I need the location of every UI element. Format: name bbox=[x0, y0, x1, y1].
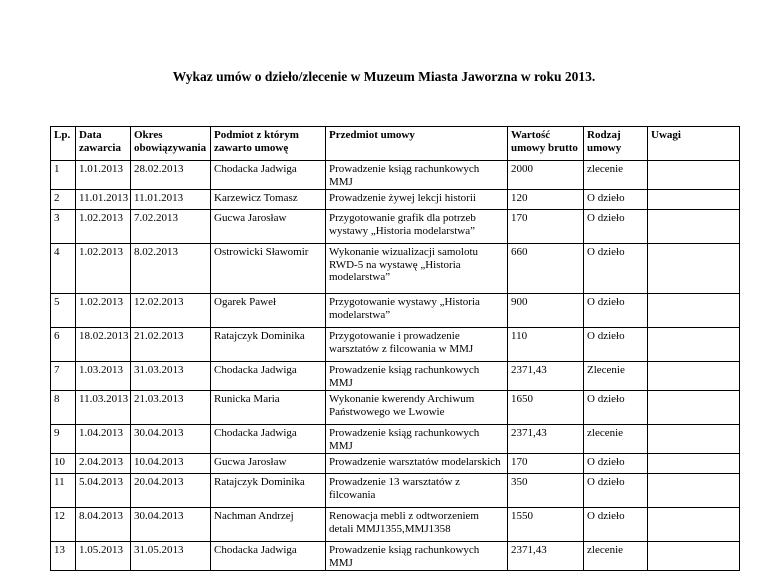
cell-lp: 13 bbox=[51, 542, 76, 571]
cell-podmiot: Chodacka Jadwiga bbox=[211, 362, 326, 391]
cell-data: 1.02.2013 bbox=[76, 244, 131, 294]
cell-przedmiot: Przygotowanie wystawy „Historia modelarstwa” bbox=[326, 294, 508, 328]
cell-lp: 12 bbox=[51, 508, 76, 542]
table-row bbox=[51, 190, 740, 210]
cell-przedmiot: Wykonanie kwerendy Archiwum Państwowego we Lwowie bbox=[326, 391, 508, 425]
cell-przedmiot: Prowadzenie 13 warsztatów z filcowania bbox=[326, 474, 508, 508]
cell-data: 5.04.2013 bbox=[76, 474, 131, 508]
cell-lp: 2 bbox=[51, 190, 76, 210]
table-row bbox=[51, 161, 740, 190]
cell-wartosc: 900 bbox=[508, 294, 584, 328]
cell-uwagi bbox=[648, 474, 740, 508]
cell-podmiot: Chodacka Jadwiga bbox=[211, 542, 326, 571]
cell-data: 18.02.2013 bbox=[76, 328, 131, 362]
cell-okres: 7.02.2013 bbox=[131, 210, 211, 244]
table-row bbox=[51, 454, 740, 474]
table-row bbox=[51, 542, 740, 571]
cell-lp: 11 bbox=[51, 474, 76, 508]
cell-okres: 20.04.2013 bbox=[131, 474, 211, 508]
cell-rodzaj: O dzieło bbox=[584, 190, 648, 210]
cell-przedmiot: Renowacja mebli z odtworzeniem detali MMJ1355,MMJ1358 bbox=[326, 508, 508, 542]
cell-lp: 5 bbox=[51, 294, 76, 328]
table-row bbox=[51, 508, 740, 542]
cell-wartosc: 660 bbox=[508, 244, 584, 294]
cell-uwagi bbox=[648, 362, 740, 391]
cell-podmiot: Ogarek Paweł bbox=[211, 294, 326, 328]
table-row bbox=[51, 244, 740, 294]
cell-lp: 7 bbox=[51, 362, 76, 391]
cell-podmiot: Chodacka Jadwiga bbox=[211, 425, 326, 454]
table-row bbox=[51, 210, 740, 244]
header-rodzaj: Rodzaj umowy bbox=[584, 127, 648, 161]
cell-rodzaj: O dzieło bbox=[584, 210, 648, 244]
cell-rodzaj: O dzieło bbox=[584, 508, 648, 542]
header-wartosc: Wartość umowy brutto bbox=[508, 127, 584, 161]
cell-przedmiot: Wykonanie wizualizacji samolotu RWD-5 na wystawę „Historia modelarstwa” bbox=[326, 244, 508, 294]
table-row bbox=[51, 391, 740, 425]
cell-wartosc: 1550 bbox=[508, 508, 584, 542]
cell-wartosc: 2371,43 bbox=[508, 425, 584, 454]
cell-wartosc: 120 bbox=[508, 190, 584, 210]
cell-data: 1.02.2013 bbox=[76, 210, 131, 244]
cell-podmiot: Runicka Maria bbox=[211, 391, 326, 425]
header-uwagi: Uwagi bbox=[648, 127, 740, 161]
cell-data: 1.04.2013 bbox=[76, 425, 131, 454]
header-okres: Okres obowiązywania bbox=[131, 127, 211, 161]
cell-uwagi bbox=[648, 328, 740, 362]
cell-przedmiot: Prowadzenie ksiąg rachunkowych MMJ bbox=[326, 425, 508, 454]
cell-podmiot: Nachman Andrzej bbox=[211, 508, 326, 542]
header-podmiot: Podmiot z którym zawarto umowę bbox=[211, 127, 326, 161]
cell-data: 1.03.2013 bbox=[76, 362, 131, 391]
cell-uwagi bbox=[648, 244, 740, 294]
cell-lp: 3 bbox=[51, 210, 76, 244]
cell-uwagi bbox=[648, 542, 740, 571]
cell-uwagi bbox=[648, 161, 740, 190]
cell-data: 1.02.2013 bbox=[76, 294, 131, 328]
cell-lp: 1 bbox=[51, 161, 76, 190]
cell-uwagi bbox=[648, 294, 740, 328]
table-row bbox=[51, 362, 740, 391]
cell-rodzaj: O dzieło bbox=[584, 244, 648, 294]
header-przedmiot: Przedmiot umowy bbox=[326, 127, 508, 161]
cell-rodzaj: O dzieło bbox=[584, 474, 648, 508]
cell-lp: 6 bbox=[51, 328, 76, 362]
cell-podmiot: Ostrowicki Sławomir bbox=[211, 244, 326, 294]
cell-okres: 31.05.2013 bbox=[131, 542, 211, 571]
cell-podmiot: Gucwa Jarosław bbox=[211, 454, 326, 474]
cell-uwagi bbox=[648, 210, 740, 244]
cell-rodzaj: O dzieło bbox=[584, 328, 648, 362]
cell-uwagi bbox=[648, 190, 740, 210]
cell-wartosc: 2371,43 bbox=[508, 542, 584, 571]
cell-przedmiot: Prowadzenie warsztatów modelarskich bbox=[326, 454, 508, 474]
cell-podmiot: Ratajczyk Dominika bbox=[211, 474, 326, 508]
cell-przedmiot: Przygotowanie grafik dla potrzeb wystawy „Historia modelarstwa” bbox=[326, 210, 508, 244]
cell-data: 8.04.2013 bbox=[76, 508, 131, 542]
cell-podmiot: Gucwa Jarosław bbox=[211, 210, 326, 244]
header-data: Data zawarcia bbox=[76, 127, 131, 161]
cell-podmiot: Ratajczyk Dominika bbox=[211, 328, 326, 362]
cell-okres: 8.02.2013 bbox=[131, 244, 211, 294]
cell-data: 11.01.2013 bbox=[76, 190, 131, 210]
cell-rodzaj: O dzieło bbox=[584, 294, 648, 328]
contracts-table bbox=[50, 126, 740, 571]
cell-rodzaj: O dzieło bbox=[584, 454, 648, 474]
cell-data: 2.04.2013 bbox=[76, 454, 131, 474]
cell-okres: 28.02.2013 bbox=[131, 161, 211, 190]
cell-lp: 10 bbox=[51, 454, 76, 474]
cell-lp: 4 bbox=[51, 244, 76, 294]
cell-okres: 12.02.2013 bbox=[131, 294, 211, 328]
cell-uwagi bbox=[648, 508, 740, 542]
document-title: Wykaz umów o dzieło/zlecenie w Muzeum Miasta Jaworzna w roku 2013. bbox=[172, 69, 596, 84]
table-row bbox=[51, 294, 740, 328]
cell-przedmiot: Prowadzenie ksiąg rachunkowych MMJ bbox=[326, 362, 508, 391]
cell-okres: 30.04.2013 bbox=[131, 425, 211, 454]
table-body bbox=[51, 161, 740, 571]
table-row bbox=[51, 328, 740, 362]
cell-wartosc: 1650 bbox=[508, 391, 584, 425]
cell-wartosc: 170 bbox=[508, 210, 584, 244]
cell-okres: 31.03.2013 bbox=[131, 362, 211, 391]
cell-wartosc: 2000 bbox=[508, 161, 584, 190]
cell-okres: 30.04.2013 bbox=[131, 508, 211, 542]
cell-okres: 11.01.2013 bbox=[131, 190, 211, 210]
cell-wartosc: 2371,43 bbox=[508, 362, 584, 391]
header-lp: Lp. bbox=[51, 127, 76, 161]
cell-rodzaj: O dzieło bbox=[584, 391, 648, 425]
table-header-row bbox=[51, 127, 740, 161]
cell-data: 1.01.2013 bbox=[76, 161, 131, 190]
cell-przedmiot: Przygotowanie i prowadzenie warsztatów z filcowania w MMJ bbox=[326, 328, 508, 362]
cell-okres: 21.02.2013 bbox=[131, 328, 211, 362]
cell-rodzaj: Zlecenie bbox=[584, 362, 648, 391]
cell-podmiot: Chodacka Jadwiga bbox=[211, 161, 326, 190]
cell-wartosc: 170 bbox=[508, 454, 584, 474]
cell-uwagi bbox=[648, 391, 740, 425]
cell-data: 1.05.2013 bbox=[76, 542, 131, 571]
cell-przedmiot: Prowadzenie ksiąg rachunkowych MMJ bbox=[326, 161, 508, 190]
cell-podmiot: Karzewicz Tomasz bbox=[211, 190, 326, 210]
cell-data: 11.03.2013 bbox=[76, 391, 131, 425]
cell-rodzaj: zlecenie bbox=[584, 425, 648, 454]
cell-przedmiot: Prowadzenie żywej lekcji historii bbox=[326, 190, 508, 210]
cell-uwagi bbox=[648, 454, 740, 474]
cell-rodzaj: zlecenie bbox=[584, 542, 648, 571]
cell-okres: 10.04.2013 bbox=[131, 454, 211, 474]
cell-wartosc: 110 bbox=[508, 328, 584, 362]
table-row bbox=[51, 474, 740, 508]
cell-okres: 21.03.2013 bbox=[131, 391, 211, 425]
cell-uwagi bbox=[648, 425, 740, 454]
cell-rodzaj: zlecenie bbox=[584, 161, 648, 190]
cell-przedmiot: Prowadzenie ksiąg rachunkowych MMJ bbox=[326, 542, 508, 571]
table-row bbox=[51, 425, 740, 454]
cell-lp: 9 bbox=[51, 425, 76, 454]
cell-lp: 8 bbox=[51, 391, 76, 425]
cell-wartosc: 350 bbox=[508, 474, 584, 508]
